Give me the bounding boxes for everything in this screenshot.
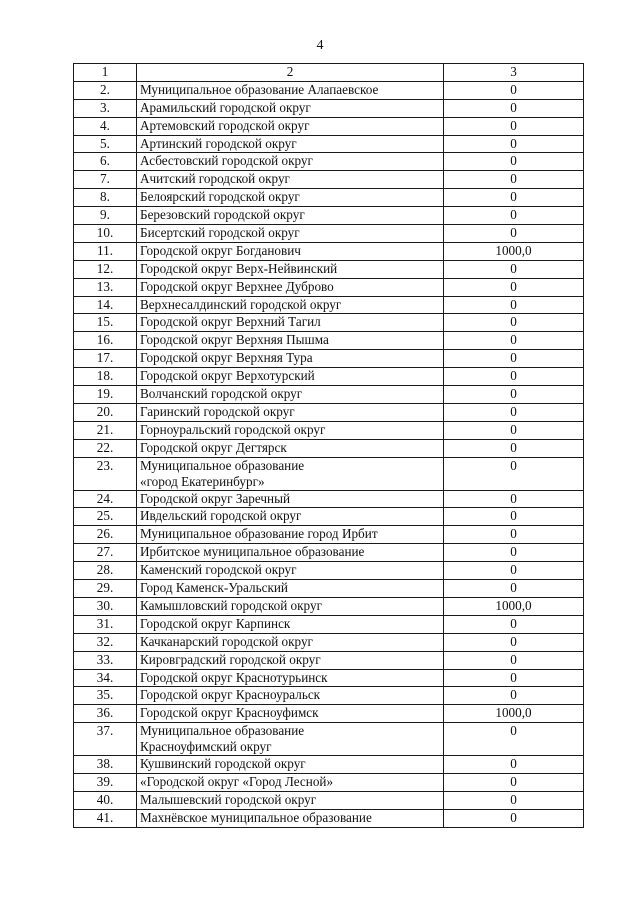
- table-row: [74, 386, 584, 404]
- municipality-name-line-1: Муниципальное образование: [140, 723, 305, 739]
- table-row: [74, 99, 584, 117]
- table-row: [74, 278, 584, 296]
- amount-value: 0: [444, 99, 584, 117]
- amount-value: 0: [444, 171, 584, 189]
- table-row: [74, 350, 584, 368]
- table-row: [74, 544, 584, 562]
- municipality-name: Городской округ Красноуральск: [137, 687, 444, 705]
- table-row: [74, 562, 584, 580]
- municipality-name: Городской округ Верх-Нейвинский: [137, 260, 444, 278]
- table-row: [74, 774, 584, 792]
- table-row: [74, 526, 584, 544]
- row-number: 41.: [74, 809, 137, 827]
- amount-value: 0: [444, 296, 584, 314]
- table-row: [74, 296, 584, 314]
- amount-value: 0: [444, 687, 584, 705]
- row-number: 11.: [74, 242, 137, 260]
- table-row: [74, 457, 584, 490]
- row-number: 5.: [74, 135, 137, 153]
- table-row: [74, 633, 584, 651]
- amount-value: 0: [444, 580, 584, 598]
- municipality-name: Гаринский городской округ: [137, 403, 444, 421]
- amount-value: 0: [444, 386, 584, 404]
- municipality-name: Городской округ Красноуфимск: [137, 705, 444, 723]
- row-number: 27.: [74, 544, 137, 562]
- table-row: [74, 189, 584, 207]
- municipality-name: Город Каменск-Уральский: [137, 580, 444, 598]
- table-row: [74, 791, 584, 809]
- amount-value: 0: [444, 153, 584, 171]
- table-row: [74, 117, 584, 135]
- table-row: [74, 669, 584, 687]
- row-number: 15.: [74, 314, 137, 332]
- table-row: [74, 171, 584, 189]
- amount-value: 0: [444, 135, 584, 153]
- table-row: [74, 580, 584, 598]
- municipality-name: Городской округ Дегтярск: [137, 439, 444, 457]
- municipality-name: «Городской округ «Город Лесной»: [137, 774, 444, 792]
- municipality-name: Асбестовский городской округ: [137, 153, 444, 171]
- table-row: [74, 490, 584, 508]
- table-row: [74, 508, 584, 526]
- row-number: 33.: [74, 651, 137, 669]
- amount-value: 0: [444, 791, 584, 809]
- amount-value: 0: [444, 615, 584, 633]
- table-row: [74, 242, 584, 260]
- amount-value: 0: [444, 508, 584, 526]
- amount-value: 0: [444, 403, 584, 421]
- row-number: 26.: [74, 526, 137, 544]
- row-number: 13.: [74, 278, 137, 296]
- row-number: 2.: [74, 81, 137, 99]
- amount-value: 0: [444, 651, 584, 669]
- municipality-name: Бисертский городской округ: [137, 225, 444, 243]
- row-number: 7.: [74, 171, 137, 189]
- row-number: 3.: [74, 99, 137, 117]
- municipality-name: Городской округ Верхняя Пышма: [137, 332, 444, 350]
- municipality-name: Качканарский городской округ: [137, 633, 444, 651]
- amount-value: 0: [444, 490, 584, 508]
- amount-value: 0: [444, 526, 584, 544]
- amount-value: 0: [444, 562, 584, 580]
- municipality-name: Городской округ Карпинск: [137, 615, 444, 633]
- table-row: [74, 368, 584, 386]
- row-number: 28.: [74, 562, 137, 580]
- municipality-name: Волчанский городской округ: [137, 386, 444, 404]
- amount-value: 0: [444, 774, 584, 792]
- row-number: 8.: [74, 189, 137, 207]
- row-number: 36.: [74, 705, 137, 723]
- table-row: [74, 439, 584, 457]
- table-header-row: [74, 64, 584, 82]
- row-number: 38.: [74, 756, 137, 774]
- table-row: [74, 705, 584, 723]
- row-number: 29.: [74, 580, 137, 598]
- municipality-name-line-2: Красноуфимский округ: [140, 739, 272, 755]
- municipality-name: Горноуральский городской округ: [137, 421, 444, 439]
- municipalities-table: [73, 63, 584, 828]
- table-row: [74, 687, 584, 705]
- amount-value: 0: [444, 332, 584, 350]
- amount-value: 0: [444, 633, 584, 651]
- table-row: [74, 723, 584, 756]
- table-row: [74, 421, 584, 439]
- municipality-name: Артинский городской округ: [137, 135, 444, 153]
- municipality-name: Березовский городской округ: [137, 207, 444, 225]
- table-row: [74, 153, 584, 171]
- row-number: 35.: [74, 687, 137, 705]
- amount-value: 0: [444, 207, 584, 225]
- municipality-name: Махнёвское муниципальное образование: [137, 809, 444, 827]
- row-number: 22.: [74, 439, 137, 457]
- row-number: 30.: [74, 597, 137, 615]
- municipality-name: Кушвинский городской округ: [137, 756, 444, 774]
- municipality-name: Муниципальное образование Алапаевское: [137, 81, 444, 99]
- amount-value: 0: [444, 350, 584, 368]
- municipality-name: Городской округ Богданович: [137, 242, 444, 260]
- municipality-name: Арамильский городской округ: [137, 99, 444, 117]
- amount-value: 1000,0: [444, 242, 584, 260]
- amount-value: 0: [444, 81, 584, 99]
- row-number: 32.: [74, 633, 137, 651]
- amount-value: 0: [444, 439, 584, 457]
- amount-value: 0: [444, 669, 584, 687]
- row-number: 12.: [74, 260, 137, 278]
- row-number: 24.: [74, 490, 137, 508]
- amount-value: 0: [444, 314, 584, 332]
- row-number: 19.: [74, 386, 137, 404]
- table-row: [74, 651, 584, 669]
- amount-value: 0: [444, 117, 584, 135]
- row-number: 20.: [74, 403, 137, 421]
- row-number: 16.: [74, 332, 137, 350]
- row-number: 9.: [74, 207, 137, 225]
- row-number: 25.: [74, 508, 137, 526]
- table-row: [74, 135, 584, 153]
- municipality-name: Муниципальное образование город Ирбит: [137, 526, 444, 544]
- amount-value: 0: [444, 189, 584, 207]
- municipality-name-line-2: «город Екатеринбург»: [140, 473, 265, 489]
- row-number: 6.: [74, 153, 137, 171]
- amount-value: 0: [444, 225, 584, 243]
- amount-value: 1000,0: [444, 705, 584, 723]
- municipality-name: Малышевский городской округ: [137, 791, 444, 809]
- amount-value: 0: [444, 756, 584, 774]
- amount-value: 0: [444, 544, 584, 562]
- amount-value: 0: [444, 421, 584, 439]
- amount-value: 0: [444, 723, 584, 756]
- municipality-name: Белоярский городской округ: [137, 189, 444, 207]
- header-col-3: 3: [444, 64, 584, 82]
- municipality-name: [137, 457, 444, 490]
- header-col-2: 2: [137, 64, 444, 82]
- municipality-name: Артемовский городской округ: [137, 117, 444, 135]
- row-number: 34.: [74, 669, 137, 687]
- row-number: 14.: [74, 296, 137, 314]
- table-row: [74, 314, 584, 332]
- row-number: 4.: [74, 117, 137, 135]
- municipality-name: [137, 723, 444, 756]
- header-col-1: 1: [74, 64, 137, 82]
- municipality-name: Каменский городской округ: [137, 562, 444, 580]
- row-number: 37.: [74, 723, 137, 756]
- municipality-name: Городской округ Верхнее Дуброво: [137, 278, 444, 296]
- municipality-name: Ачитский городской округ: [137, 171, 444, 189]
- municipality-name: Городской округ Заречный: [137, 490, 444, 508]
- row-number: 18.: [74, 368, 137, 386]
- row-number: 10.: [74, 225, 137, 243]
- municipality-name: Городской округ Краснотурьинск: [137, 669, 444, 687]
- municipality-name: Кировградский городской округ: [137, 651, 444, 669]
- row-number: 39.: [74, 774, 137, 792]
- table-row: [74, 260, 584, 278]
- row-number: 23.: [74, 457, 137, 490]
- table-row: [74, 225, 584, 243]
- table-row: [74, 332, 584, 350]
- table-row: [74, 615, 584, 633]
- amount-value: 0: [444, 368, 584, 386]
- amount-value: 1000,0: [444, 597, 584, 615]
- amount-value: 0: [444, 260, 584, 278]
- table-row: [74, 756, 584, 774]
- row-number: 17.: [74, 350, 137, 368]
- table-row: [74, 81, 584, 99]
- page-number: 4: [316, 38, 324, 53]
- municipality-name: Ивдельский городской округ: [137, 508, 444, 526]
- municipality-name: Городской округ Верхотурский: [137, 368, 444, 386]
- municipality-name-line-1: Муниципальное образование: [140, 457, 305, 473]
- amount-value: 0: [444, 278, 584, 296]
- table-row: [74, 207, 584, 225]
- municipality-name: Камышловский городской округ: [137, 597, 444, 615]
- row-number: 40.: [74, 791, 137, 809]
- municipality-name: Верхнесалдинский городской округ: [137, 296, 444, 314]
- municipality-name: Ирбитское муниципальное образование: [137, 544, 444, 562]
- municipality-name: Городской округ Верхний Тагил: [137, 314, 444, 332]
- amount-value: 0: [444, 809, 584, 827]
- municipality-name: Городской округ Верхняя Тура: [137, 350, 444, 368]
- table-row: [74, 597, 584, 615]
- table-row: [74, 403, 584, 421]
- amount-value: 0: [444, 457, 584, 490]
- row-number: 21.: [74, 421, 137, 439]
- row-number: 31.: [74, 615, 137, 633]
- table-row: [74, 809, 584, 827]
